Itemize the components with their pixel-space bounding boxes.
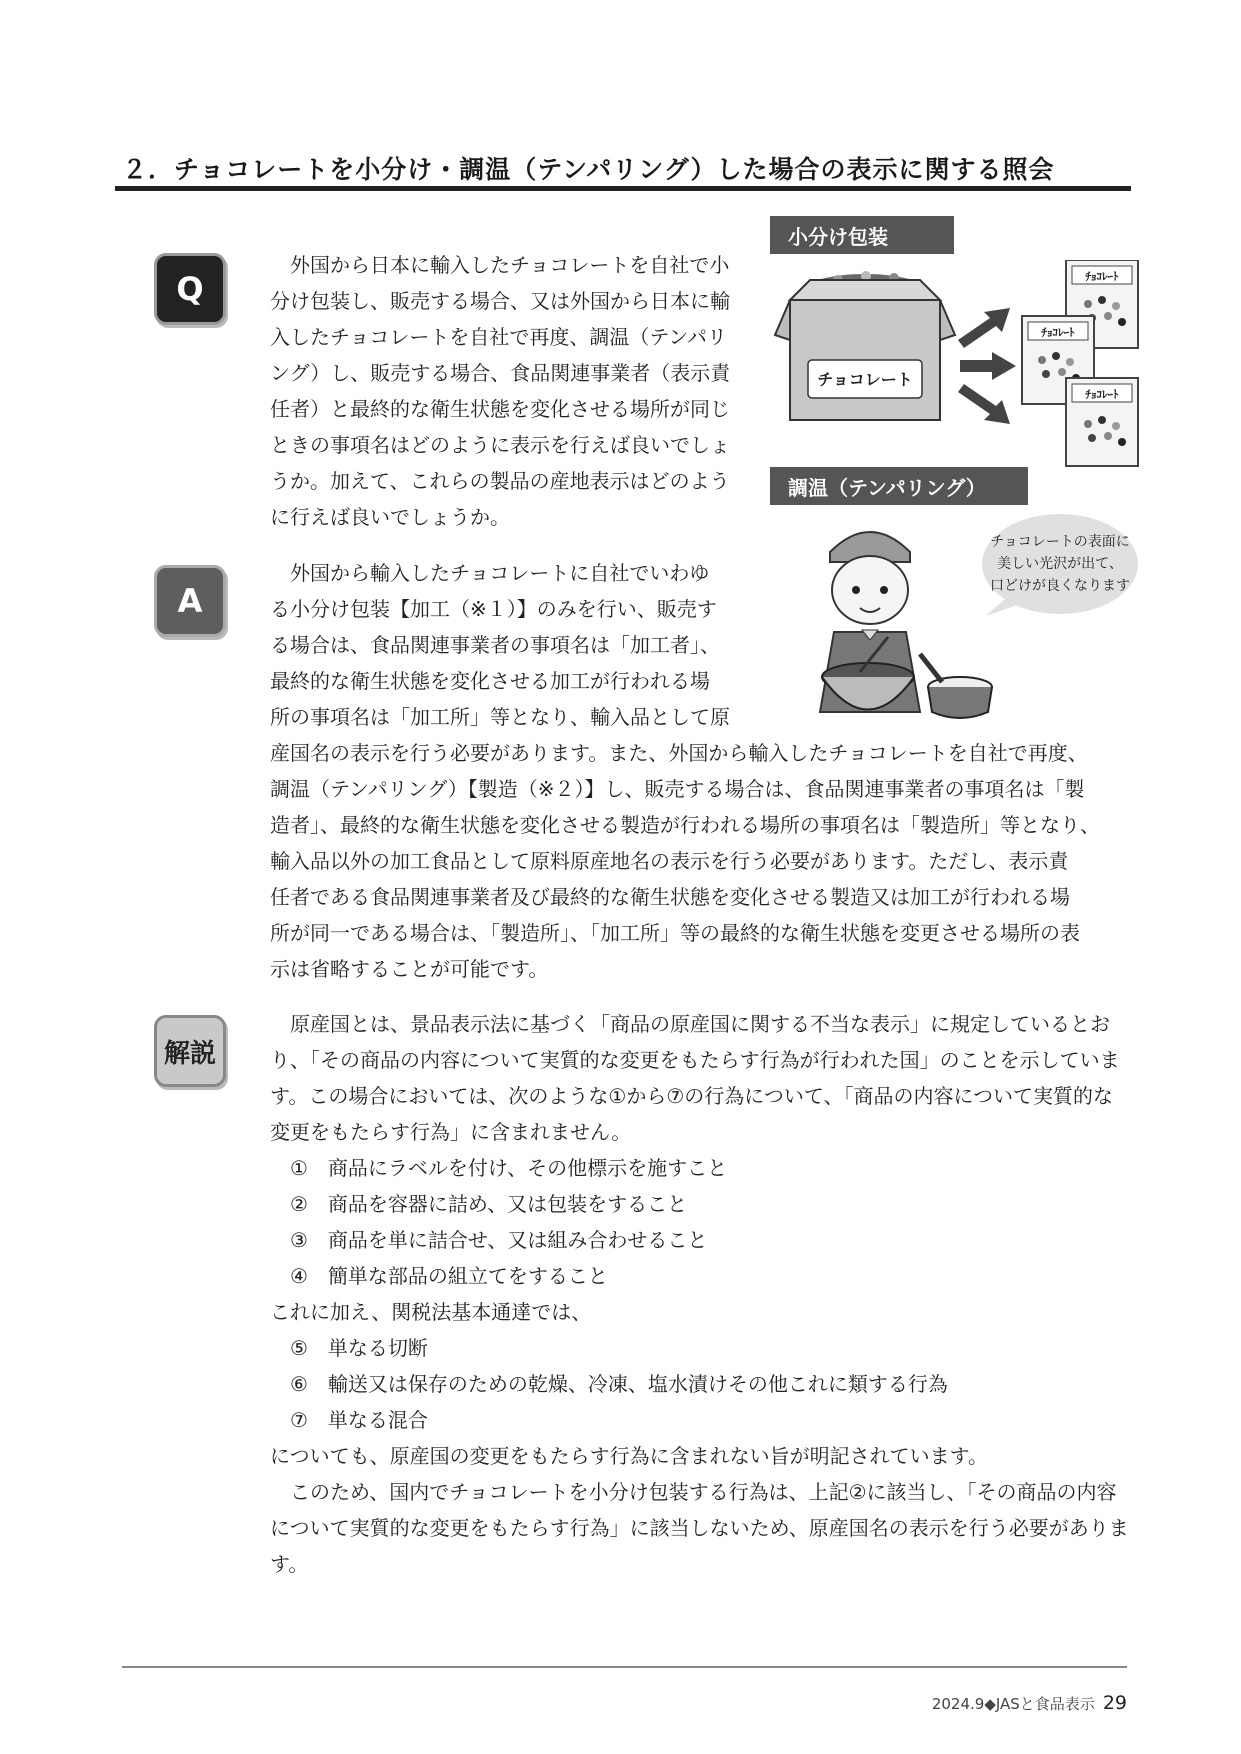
page-number: 29 (1102, 1692, 1127, 1714)
bubble-line: 口どけが良くなります (990, 578, 1130, 594)
pack-label: ﾁｮｺﾚｰﾄ (1041, 326, 1075, 339)
answer-line: 造者」、最終的な衛生状態を変化させる製造が行われる場所の事項名は「製造所」等となり、 (270, 813, 1100, 837)
question-section (270, 247, 740, 535)
conclusion-text: このため、国内でチョコレートを小分け包装する行為は、上記②に該当し、「その商品の内容について実質的な変更をもたらす行為」に該当しないため、原産国名の表示を行う必要があります。 (270, 1480, 1129, 1576)
question-text: 外国から日本に輸入したチョコレートを自社で小分け包装し、販売する場合、又は外国から日本に輸入したチョコレートを自社で再度、調温（テンパリング）し、販売する場合、食品関連事業者（表示責任者）と最終的な衛生状態を変化させる場所が同じときの事項名はどのように表示を行えば良いでしょうか。加えて、これらの製品の産地表示はどのように行えば良いでしょうか。 (270, 253, 731, 529)
answer-line: 産国名の表示を行う必要があります。また、外国から輸入したチョコレートを自社で再度、 (270, 741, 1088, 765)
list-item: ⑦ 単なる混合 (290, 1408, 428, 1432)
list-item: ② 商品を容器に詰め、又は包装をすること (290, 1192, 688, 1216)
footer (932, 1692, 1127, 1714)
arrows (958, 308, 1016, 424)
pan (920, 654, 992, 718)
footer-text: 2024.9◆JASと食品表示 (931, 1695, 1095, 1713)
answer-line: 最終的な衛生状態を変化させる加工が行われる場 (270, 669, 710, 693)
arrow-up (958, 308, 1010, 348)
list-item: ① 商品にラベルを付け、その他標示を施すこと (290, 1156, 728, 1180)
answer-line: 所が同一である場合は、「製造所」、「加工所」等の最終的な衛生状態を変更させる場所の表 (270, 921, 1080, 945)
bubble-line: 美しい光沢が出て、 (997, 556, 1123, 572)
chocolate-pack (1066, 378, 1138, 466)
speech-bubble (982, 514, 1138, 616)
answer-badge: A (154, 565, 226, 637)
list-item: ⑤ 単なる切断 (290, 1336, 428, 1360)
tail-text: についても、原産国の変更をもたらす行為に含まれない旨が明記されています。 (270, 1444, 988, 1468)
kowake-illustration (770, 260, 1140, 480)
answer-line: 示は省略することが可能です。 (270, 957, 549, 981)
label-temper: 調温（テンパリング） (770, 467, 1028, 505)
cardboard-box (775, 280, 955, 420)
list-item: ④ 簡単な部品の組立てをすること (290, 1264, 608, 1288)
answer-line: る小分け包装【加工（※１）】のみを行い、販売す (270, 597, 717, 621)
list-item: ⑥ 輸送又は保存のための乾燥、冷凍、塩水漬けその他これに類する行為 (290, 1372, 948, 1396)
page-title: ２．チョコレートを小分け・調温（テンパリング）した場合の表示に関する照会 (122, 155, 1055, 184)
explanation-badge: 解説 (154, 1015, 226, 1087)
list-item: ③ 商品を単に詰合せ、又は組み合わせること (290, 1228, 708, 1252)
pack-label: ﾁｮｺﾚｰﾄ (1085, 270, 1119, 283)
tempering-illustration (810, 512, 1140, 722)
arrow-right (960, 352, 1016, 380)
pack-label: ﾁｮｺﾚｰﾄ (1085, 388, 1119, 401)
bubble-line: チョコレートの表面に (990, 534, 1130, 550)
explanation-section (270, 1006, 1130, 1582)
title-underline (115, 186, 1131, 191)
bridge-text: これに加え、関税法基本通達では、 (270, 1300, 592, 1324)
answer-line: る場合は、食品関連事業者の事項名は「加工者」、 (270, 633, 720, 657)
footer-rule (122, 1666, 1127, 1668)
label-kowake: 小分け包装 (770, 216, 954, 254)
answer-continued (270, 735, 1130, 987)
answer-line: 任者である食品関連事業者及び最終的な衛生状態を変化させる製造又は加工が行われる場 (270, 885, 1070, 909)
question-badge: Q (154, 253, 226, 325)
answer-section (270, 555, 740, 735)
box-label: チョコレート (817, 370, 913, 389)
arrow-down (958, 384, 1010, 424)
explanation-intro: 原産国とは、景品表示法に基づく「商品の原産国に関する不当な表示」に規定しているとおり、「その商品の内容について実質的な変更をもたらす行為が行われた国」のことを示しています。この場合においては、次のような①から⑦の行為について、「商品の内容について実質的な変更をもたらす行為」に含まれません。 (270, 1012, 1120, 1144)
answer-line: 調温（テンパリング）【製造（※２）】し、販売する場合は、食品関連事業者の事項名は「製 (270, 777, 1085, 801)
answer-line: 外国から輸入したチョコレートに自社でいわゆ (290, 561, 710, 585)
answer-line: 輸入品以外の加工食品として原料原産地名の表示を行う必要があります。ただし、表示責 (270, 849, 1069, 873)
answer-line: 所の事項名は「加工所」等となり、輸入品として原 (270, 705, 730, 729)
